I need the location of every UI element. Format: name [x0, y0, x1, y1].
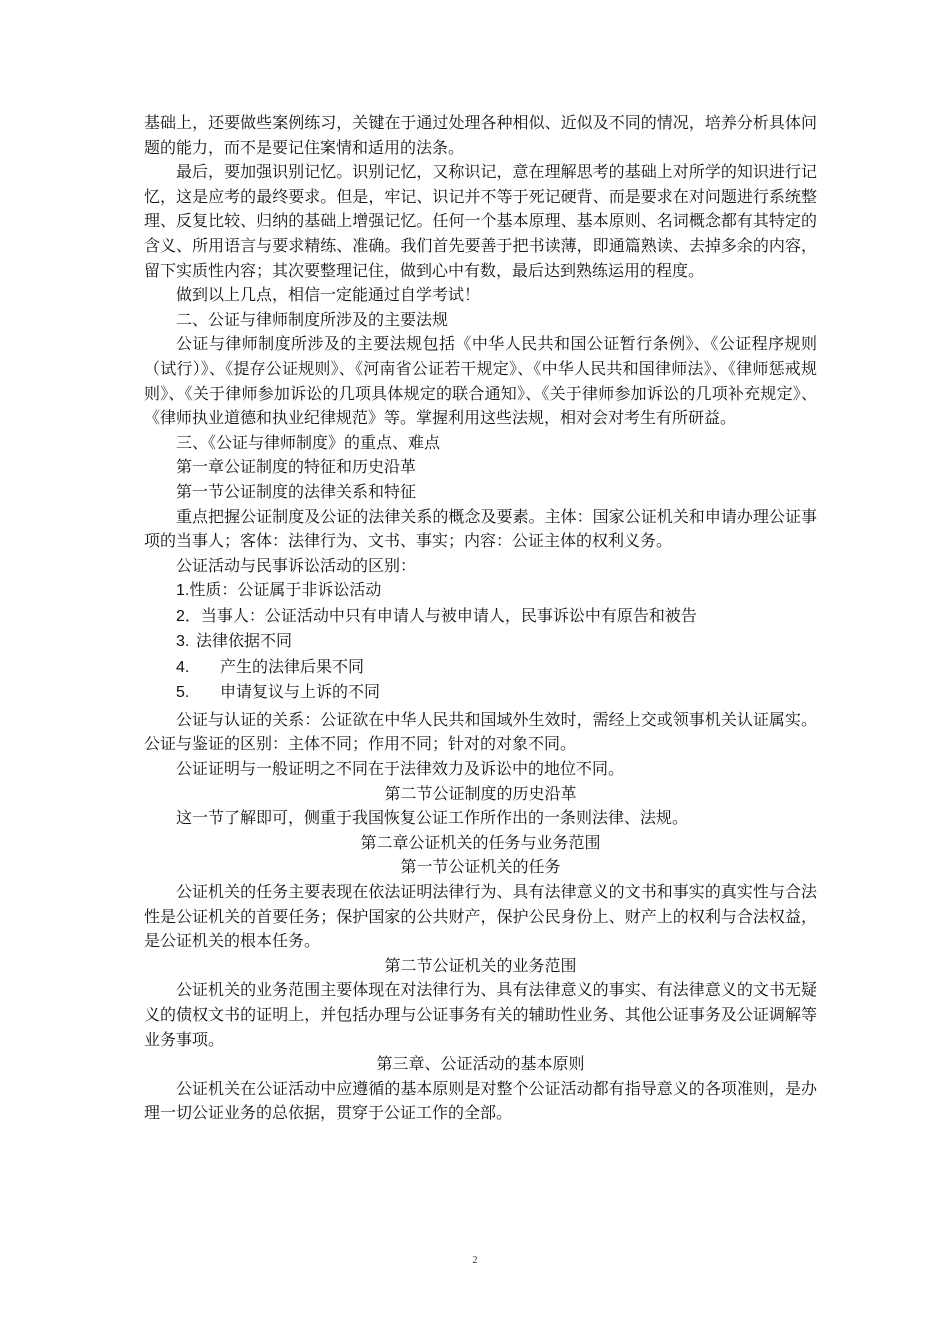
paragraph: 公证机关的业务范围主要体现在对法律行为、具有法律意义的事实、有法律意义的文书无疑义的债权文书的证明上，并包括办理与公证事务有关的辅助性业务、其他公证事务及公证调解等业务事项。: [144, 980, 817, 1049]
section-heading: 第二节公证机关的业务范围: [384, 955, 577, 975]
list-item: [144, 604, 817, 630]
chapter-heading: 第三章、公证活动的基本原则: [376, 1054, 585, 1074]
list-item: [144, 578, 817, 604]
list-item: [144, 680, 817, 706]
list-number: 3.: [176, 633, 190, 651]
paragraph: 公证与认证的关系：公证欲在中华人民共和国域外生效时，需经上交或领事机关认证属实。公证与鉴证的区别：主体不同；作用不同；针对的对象不同。: [144, 709, 817, 754]
list-text: 性质：公证属于非诉讼活动: [189, 582, 382, 600]
section-heading: 三、《公证与律师制度》的重点、难点: [176, 432, 441, 452]
paragraph: 这一节了解即可，侧重于我国恢复公证工作所作出的一条则法律、法规。: [176, 808, 689, 828]
section-heading: 第二节公证制度的历史沿革: [384, 783, 577, 803]
chapter-heading: 第二章公证机关的任务与业务范围: [360, 832, 601, 852]
paragraph: 公证机关的任务主要表现在依法证明法律行为、具有法律意义的文书和事实的真实性与合法性是公证机关的首要任务；保护国家的公共财产，保护公民身份上、财产上的权利与合法权益，是公证机关的根本任务。: [144, 881, 817, 951]
list-item: [144, 655, 817, 681]
page-number: 2: [472, 1255, 478, 1266]
paragraph: 公证机关在公证活动中应遵循的基本原则是对整个公证活动都有指导意义的各项准则，是办理一切公证业务的总依据，贯穿于公证工作的全部。: [144, 1078, 817, 1123]
list-item: [144, 629, 817, 655]
list-number: 2．: [176, 607, 201, 625]
section-heading: 二、公证与律师制度所涉及的主要法规: [176, 309, 449, 329]
list-text: 当事人：公证活动中只有申请人与被申请人，民事诉讼中有原告和被告: [200, 607, 697, 625]
list-text: 产生的法律后果不同: [220, 658, 365, 676]
section-heading: 第一节公证机关的任务: [400, 857, 561, 877]
list-number: 1.: [176, 582, 190, 600]
document-page: [144, 111, 817, 1126]
section-heading: 第一节公证制度的法律关系和特征: [176, 481, 417, 501]
list-text: 法律依据不同: [196, 633, 293, 651]
paragraph: 最后，要加强识别记忆。识别记忆，又称识记，意在理解思考的基础上对所学的知识进行记忆，这是应考的最终要求。但是，牢记、识记并不等于死记硬背、而是要求在对问题进行系统整理、反复比较、归纳的基础上增强记忆。任何一个基本原理、基本原则、名词概念都有其特定的含义、所用语言与要求精练、准确。我们首先要善于把书读薄，即通篇熟读、去掉多余的内容，留下实质性内容；其次要整理记住，做到心中有数，最后达到熟练运用的程度。: [144, 162, 817, 280]
chapter-heading: 第一章公证制度的特征和历史沿革: [176, 457, 417, 477]
paragraph: 公证活动与民事诉讼活动的区别：: [176, 555, 417, 575]
paragraph: 公证与律师制度所涉及的主要法规包括《中华人民共和国公证暂行条例》、《公证程序规则（试行）》、《提存公证规则》、《河南省公证若干规定》、《中华人民共和国律师法》、《律师惩戒规则》、《关于律师参加诉讼的几项具体规定的联合通知》、《关于律师参加诉讼的几项补充规定》、《律师执业道德和执业纪律规范》等。掌握利用这些法规，相对会对考生有所研益。: [144, 334, 817, 428]
paragraph: 做到以上几点，相信一定能通过自学考试！: [176, 285, 481, 305]
list-number: 5.: [176, 684, 190, 702]
list-text: 申请复议与上诉的不同: [220, 684, 381, 702]
paragraph: 重点把握公证制度及公证的法律关系的概念及要素。主体：国家公证机关和申请办理公证事项的当事人；客体：法律行为、文书、事实；内容：公证主体的权利义务。: [144, 506, 817, 551]
list-number: 4.: [176, 658, 190, 676]
paragraph: 公证证明与一般证明之不同在于法律效力及诉讼中的地位不同。: [176, 758, 625, 778]
paragraph: 基础上，还要做些案例练习，关键在于通过处理各种相似、近似及不同的情况，培养分析具体问题的能力，而不是要记住案情和适用的法条。: [144, 113, 817, 157]
differences-list: [144, 578, 817, 706]
